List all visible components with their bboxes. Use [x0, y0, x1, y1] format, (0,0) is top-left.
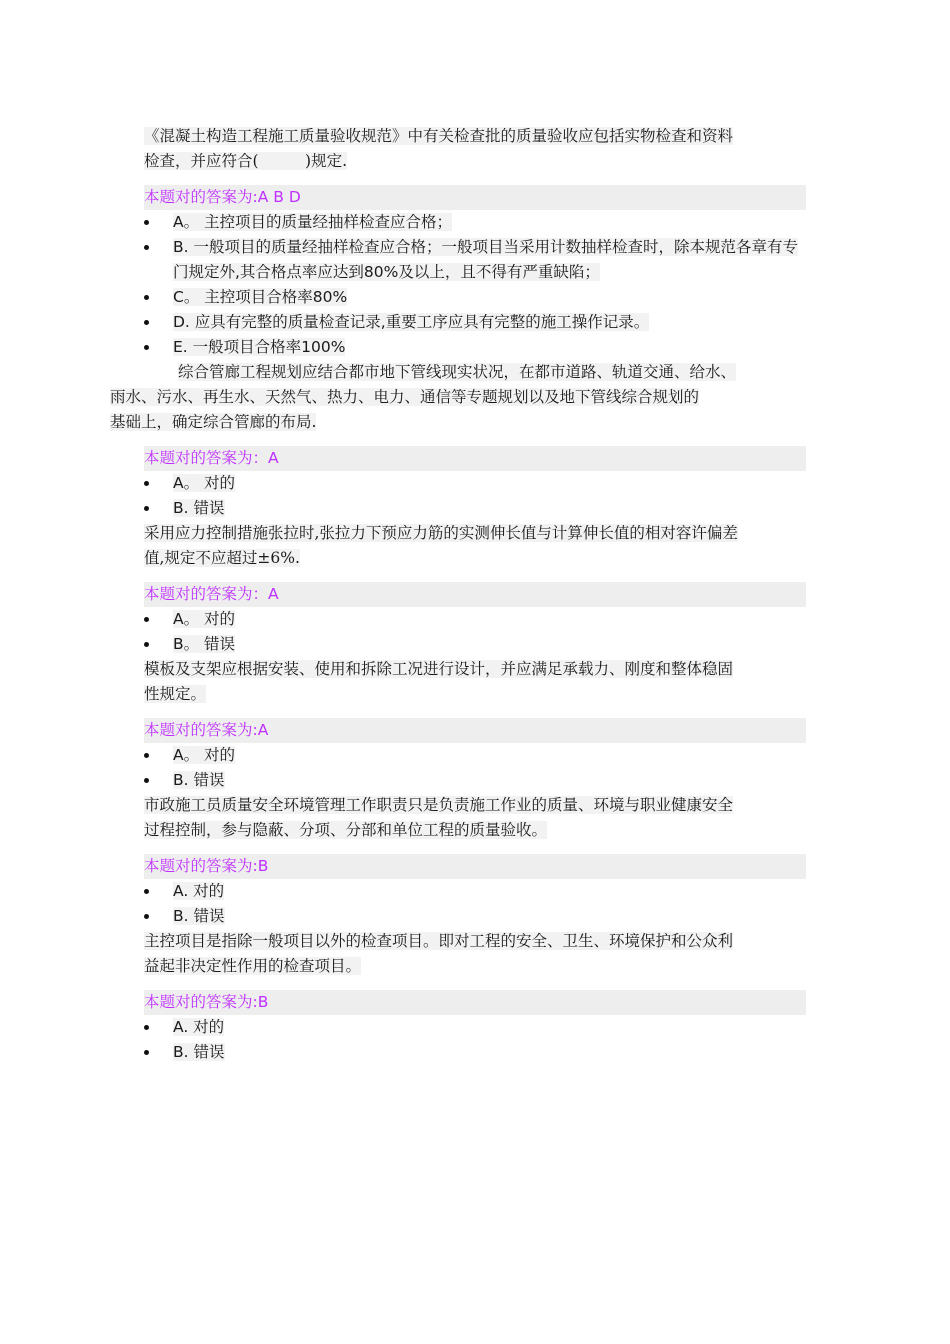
option-item — [144, 496, 806, 521]
question-text — [144, 929, 806, 979]
option-text: B. 错误 — [173, 907, 225, 925]
option-text: B. 错误 — [173, 499, 225, 517]
option-item — [144, 768, 806, 793]
question-line: 过程控制，参与隐蔽、分项、分部和单位工程的质量验收。 — [144, 821, 548, 839]
option-text: E. 一般项目合格率100% — [173, 338, 346, 356]
option-item — [144, 235, 806, 285]
bullet-icon — [144, 1050, 149, 1055]
question-line: 益起非决定性作用的检查项目。 — [144, 957, 362, 975]
question-line: 模板及支架应根据安装、使用和拆除工况进行设计，并应满足承载力、刚度和整体稳固 — [144, 660, 734, 678]
option-item — [144, 904, 806, 929]
question-text — [144, 793, 806, 843]
question-text — [144, 657, 806, 707]
option-list — [144, 471, 806, 521]
option-item — [144, 1015, 806, 1040]
bullet-icon — [144, 320, 149, 325]
option-list — [144, 879, 806, 929]
option-item — [144, 632, 806, 657]
option-text: A。 对的 — [173, 746, 236, 764]
bullet-icon — [144, 481, 149, 486]
question-line: 雨水、污水、再生水、天然气、热力、电力、通信等专题规划以及地下管线综合规划的 — [110, 388, 700, 406]
option-text: B. 一般项目的质量经抽样检查应合格；一般项目当采用计数抽样检查时，除本规范各章有专门规定外,其合格点率应达到80%及以上，且不得有严重缺陷； — [173, 238, 798, 281]
option-text: C。 主控项目合格率80% — [173, 288, 348, 306]
option-list — [144, 210, 806, 360]
option-list — [144, 607, 806, 657]
question-line: 值,规定不应超过±6%. — [144, 549, 300, 567]
question-line: 性规定。 — [144, 685, 207, 703]
question-block — [144, 657, 806, 793]
question-line: 基础上，确定综合管廊的布局. — [110, 413, 317, 431]
bullet-icon — [144, 345, 149, 350]
bullet-icon — [144, 220, 149, 225]
bullet-icon — [144, 1025, 149, 1030]
option-text: A. 对的 — [173, 882, 225, 900]
option-text: A。 对的 — [173, 610, 236, 628]
bullet-icon — [144, 889, 149, 894]
option-text: B. 错误 — [173, 771, 225, 789]
question-text — [144, 124, 806, 174]
bullet-icon — [144, 753, 149, 758]
option-text: B. 错误 — [173, 1043, 225, 1061]
question-line: 《混凝土构造工程施工质量验收规范》中有关检查批的质量验收应包括实物检查和资料 — [144, 127, 734, 145]
question-block — [144, 929, 806, 1065]
question-text — [144, 521, 806, 571]
document-page — [110, 124, 806, 1065]
answer-banner: 本题对的答案为:B — [144, 854, 806, 879]
option-item — [144, 210, 806, 235]
question-block — [144, 793, 806, 929]
bullet-icon — [144, 295, 149, 300]
option-item — [144, 607, 806, 632]
option-item — [144, 1040, 806, 1065]
option-list — [144, 743, 806, 793]
option-text: A. 对的 — [173, 1018, 225, 1036]
option-text: A。 对的 — [173, 474, 236, 492]
question-line: 检查，并应符合( )规定. — [144, 152, 348, 170]
bullet-icon — [144, 778, 149, 783]
bullet-icon — [144, 245, 149, 250]
question-line: 综合管廊工程规划应结合都市地下管线现实状况，在都市道路、轨道交通、给水、 — [178, 363, 737, 381]
question-line: 主控项目是指除一般项目以外的检查项目。即对工程的安全、卫生、环境保护和公众利 — [144, 932, 734, 950]
option-text: A。 主控项目的质量经抽样检查应合格； — [173, 213, 453, 231]
option-item — [144, 743, 806, 768]
option-text: B。 错误 — [173, 635, 236, 653]
question-text — [110, 360, 806, 435]
option-item — [144, 335, 806, 360]
answer-banner: 本题对的答案为:A B D — [144, 185, 806, 210]
answer-banner: 本题对的答案为：A — [144, 582, 806, 607]
option-item — [144, 879, 806, 904]
bullet-icon — [144, 914, 149, 919]
answer-banner: 本题对的答案为：A — [144, 446, 806, 471]
option-item — [144, 310, 806, 335]
option-list — [144, 1015, 806, 1065]
question-block — [144, 124, 806, 360]
question-block — [144, 521, 806, 657]
option-item — [144, 471, 806, 496]
option-text: D. 应具有完整的质量检查记录,重要工序应具有完整的施工操作记录。 — [173, 313, 650, 331]
question-block — [110, 360, 806, 521]
question-line: 采用应力控制措施张拉时,张拉力下预应力筋的实测伸长值与计算伸长值的相对容许偏差 — [144, 524, 738, 542]
bullet-icon — [144, 506, 149, 511]
answer-banner: 本题对的答案为:B — [144, 990, 806, 1015]
bullet-icon — [144, 617, 149, 622]
answer-banner: 本题对的答案为:A — [144, 718, 806, 743]
bullet-icon — [144, 642, 149, 647]
option-item — [144, 285, 806, 310]
question-line: 市政施工员质量安全环境管理工作职责只是负责施工作业的质量、环境与职业健康安全 — [144, 796, 734, 814]
